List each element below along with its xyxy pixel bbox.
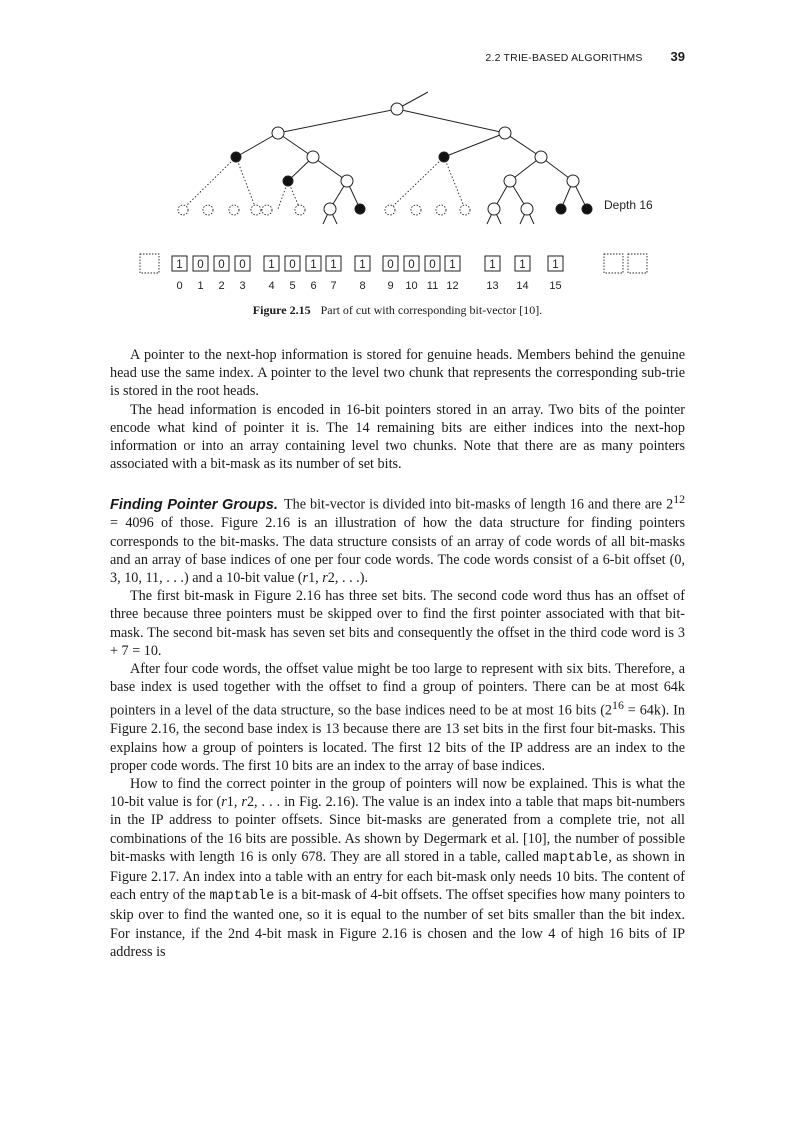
node — [341, 175, 353, 187]
paragraph: The head information is encoded in 16-bit pointers stored in an array. Two bits of the pointer encode what kind of pointer it is. The 14 remaining bits are either indices into the next-hop information or into an array containing level two chunks. Note that there are as many pointers associated with a bit-mask as its number of set bits. — [110, 401, 685, 473]
node — [535, 151, 547, 163]
trie-figure — [110, 80, 685, 295]
bit-vector-ellipsis-cell — [140, 254, 159, 273]
paragraph: The first bit-mask in Figure 2.16 has three set bits. The second code word thus has an offset of three because three pointers must be skipped over to find the first pointer associated with that bit-mask. The second bit-mask has seven set bits and consequently the offset in the third code word is 3 + 7 = 10. — [110, 588, 685, 659]
bit-value: 1 — [552, 259, 559, 271]
bit-value: 1 — [519, 259, 526, 271]
bit-index: 1 — [197, 280, 204, 292]
node — [567, 175, 579, 187]
page-number: 39 — [670, 49, 685, 64]
node — [504, 175, 516, 187]
bit-index: 5 — [289, 280, 296, 292]
caption-text: Part of cut with corresponding bit-vector [10]. — [320, 303, 543, 317]
code-maptable: maptable — [543, 850, 609, 866]
bit-index: 0 — [176, 280, 183, 292]
genuine-head-node — [283, 176, 293, 186]
bit-index: 4 — [268, 280, 275, 292]
bit-value: 0 — [239, 259, 246, 271]
bit-index: 15 — [549, 280, 562, 292]
bit-index: 14 — [516, 280, 529, 292]
bit-value: 0 — [408, 259, 415, 271]
node — [521, 203, 533, 215]
bit-index: 3 — [239, 280, 246, 292]
bit-value: 1 — [310, 259, 317, 271]
paragraph: A pointer to the next-hop information is stored for genuine heads. Members behind the genuine head use the same index. A pointer to the level two chunk that represents the corresponding sub-trie is stored in the root heads. — [110, 347, 685, 400]
trie-nodes — [231, 103, 592, 215]
node — [272, 127, 284, 139]
bit-vector-ellipsis-cell — [604, 254, 623, 273]
bit-value: 0 — [429, 259, 436, 271]
genuine-head-node — [231, 152, 241, 162]
bit-value: 1 — [268, 259, 275, 271]
bit-value: 1 — [449, 259, 456, 271]
genuine-head-node — [355, 204, 365, 214]
node — [488, 203, 500, 215]
node — [324, 203, 336, 215]
body-text — [110, 346, 685, 961]
bit-index: 8 — [359, 280, 366, 292]
code-maptable: maptable — [209, 889, 275, 905]
bit-value: 0 — [387, 259, 394, 271]
bit-value: 1 — [359, 259, 366, 271]
bit-value: 0 — [197, 259, 204, 271]
bit-index: 6 — [310, 280, 317, 292]
genuine-head-node — [556, 204, 566, 214]
bit-index: 13 — [486, 280, 499, 292]
caption-label: Figure 2.15 — [252, 303, 311, 317]
bit-index: 9 — [387, 280, 394, 292]
paragraph: After four code words, the offset value might be too large to represent with six bits. Therefore, a base index is used together with the offset to find a group of pointers. There can be at most 64k pointers in a level of the data structure, so the base indices need to be at most 16 bits $(2^{16} = 64k)$. In Figure 2.16, the second base index is 13 because there are 13 set bits in the first four bit-masks. This explains how a group of pointers is located. The first 12 bits of the IP address are an index to the proper code words. The first 10 bits are an index to the array of base indices. — [110, 660, 686, 774]
trie-tree — [236, 92, 587, 224]
running-head: 2.2 TRIE-BASED ALGORITHMS — [485, 52, 643, 64]
section-paragraph: Finding Pointer Groups. The bit-vector is divided into bit-masks of length 16 and there are $2^{12} = 4096$ of those. Figure 2.16 is an illustration of how the data structure for finding pointers corresponds to the bit-masks. The data structure consists of an array of code words of all bit-masks and an array of base indices of one per four code words. The code words consist of a 6-bit offset (0, 3, 10, 11, . . .) and a 10-bit value (r1, r2, . . .). — [110, 492, 686, 586]
section-heading: Finding Pointer Groups. — [110, 497, 278, 514]
bit-value: 1 — [330, 259, 337, 271]
bit-cells — [172, 256, 563, 292]
paragraph: How to find the correct pointer in the group of pointers will now be explained. This is what the 10-bit value is for (r1, r2, . . . in Fig. 2.16). The value is an index into a table that maps bit-numbers in the IP address to pointer offsets. Since bit-masks are generated from a complete trie, not all combinations of the 16 bits are possible. As shown by Degermark et al. [10], the number of possible bit-masks with length 16 is only 678. They are all stored in a table, called maptable, as shown in Figure 2.17. An index into a table with an entry for each bit-mask only needs 10 bits. The content of each entry of the maptable is a bit-mask of 4-bit offsets. The offset specifies how many pointers to skip over to find the wanted one, so it is equal to the number of set bits smaller than the bit index. For instance, if the 2nd 4-bit mask in Figure 2.16 is chosen and the low 4 of high 16 bits of IP address is — [110, 775, 686, 960]
bit-vector — [140, 254, 647, 292]
bit-index: 10 — [405, 280, 418, 292]
node — [307, 151, 319, 163]
bit-value: 1 — [489, 259, 496, 271]
depth-label: Depth 16 — [604, 198, 653, 212]
bit-value: 0 — [289, 259, 296, 271]
bit-index: 7 — [330, 280, 337, 292]
bit-vector-ellipsis-cell — [628, 254, 647, 273]
bit-index: 2 — [218, 280, 225, 292]
bit-value: 0 — [218, 259, 225, 271]
bit-value: 1 — [176, 259, 183, 271]
bit-index: 12 — [446, 280, 459, 292]
bit-index: 11 — [426, 280, 439, 292]
root-node — [391, 103, 403, 115]
node — [499, 127, 511, 139]
genuine-head-node — [439, 152, 449, 162]
genuine-head-node — [582, 204, 592, 214]
page-header — [110, 49, 685, 69]
figure-caption — [110, 303, 685, 318]
